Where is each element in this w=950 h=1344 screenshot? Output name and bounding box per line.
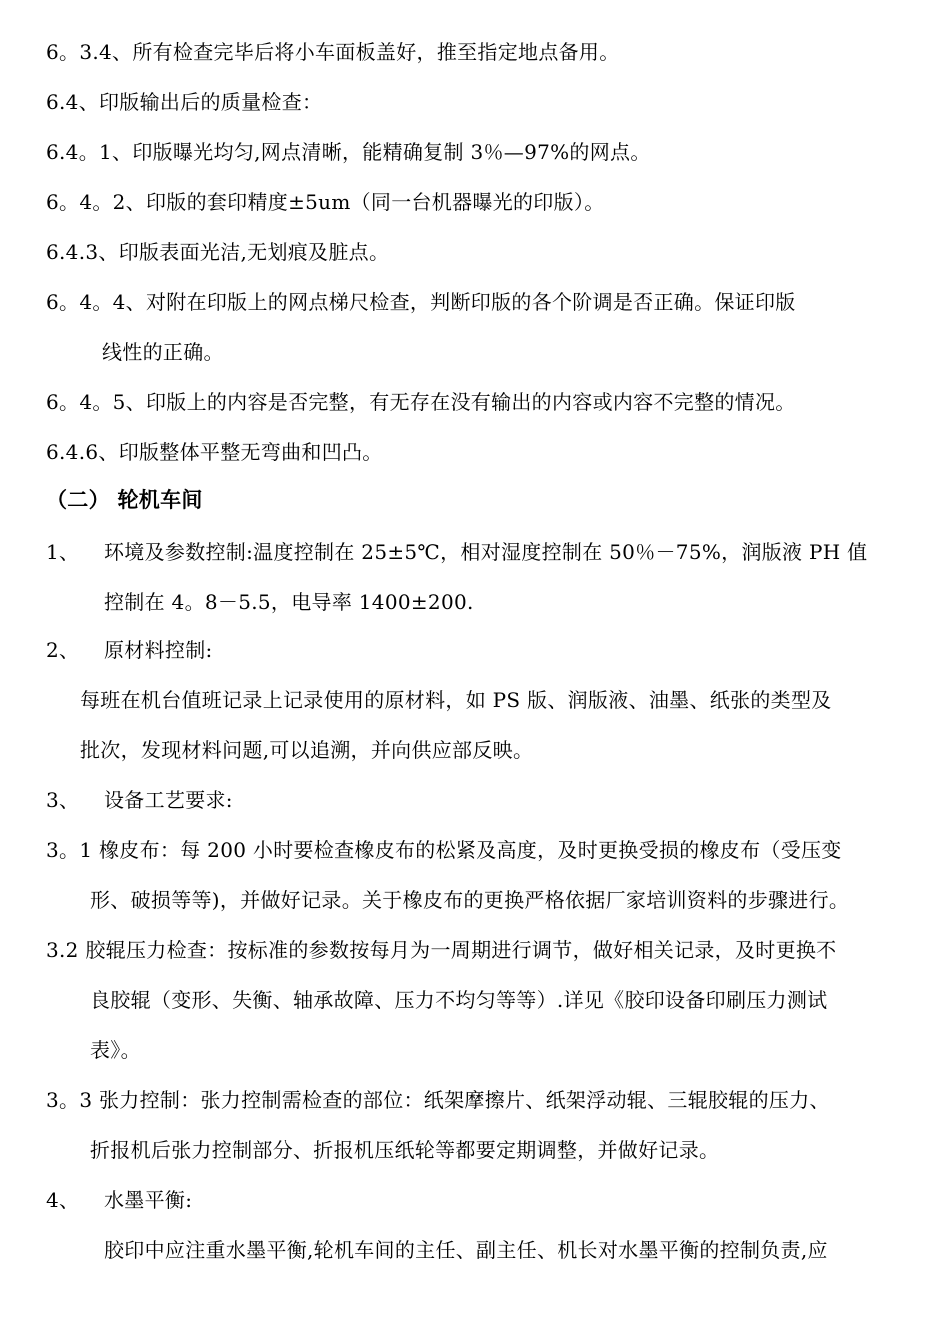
item-3-2-continued: 良胶辊（变形、失衡、轴承故障、压力不均匀等等）.详见《胶印设备印刷压力测试 bbox=[90, 988, 828, 1012]
paragraph-6-3-4: 6。3.4、所有检查完毕后将小车面板盖好，推至指定地点备用。 bbox=[46, 40, 620, 64]
paragraph-6-4-title: 6.4、印版输出后的质量检查： bbox=[46, 90, 323, 114]
item-2-material-control: 原材料控制: bbox=[104, 638, 213, 662]
item-3-3-continued: 折报机后张力控制部分、折报机压纸轮等都要定期调整，并做好记录。 bbox=[90, 1138, 720, 1162]
item-3-1-continued: 形、破损等等)，并做好记录。关于橡皮布的更换严格依据厂家培训资料的步骤进行。 bbox=[90, 888, 850, 912]
item-3-equipment-requirements: 设备工艺要求: bbox=[104, 788, 233, 812]
item-1-number: 1、 bbox=[46, 540, 80, 564]
paragraph-6-4-4: 6。4。4、对附在印版上的网点梯尺检查，判断印版的各个阶调是否正确。保证印版 bbox=[46, 290, 796, 314]
item-3-2-continued-2: 表》。 bbox=[90, 1038, 141, 1062]
item-1-continued: 控制在 4。8－5.5，电导率 1400±200. bbox=[104, 590, 474, 614]
item-2-body: 每班在机台值班记录上记录使用的原材料，如 PS 版、润版液、油墨、纸张的类型及 bbox=[80, 688, 832, 712]
item-3-1-blanket: 3。1 橡皮布：每 200 小时要检查橡皮布的松紧及高度，及时更换受损的橡皮布（受压变 bbox=[46, 838, 842, 862]
section-heading-rotary-workshop: （二） 轮机车间 bbox=[46, 488, 203, 512]
item-3-number: 3、 bbox=[46, 788, 80, 812]
paragraph-6-4-2: 6。4。2、印版的套印精度±5um（同一台机器曝光的印版）。 bbox=[46, 190, 605, 214]
paragraph-6-4-3: 6.4.3、印版表面光洁,无划痕及脏点。 bbox=[46, 240, 390, 264]
paragraph-6-4-4-continued: 线性的正确。 bbox=[102, 340, 224, 364]
item-4-number: 4、 bbox=[46, 1188, 80, 1212]
item-1-environment-control: 环境及参数控制:温度控制在 25±5℃，相对湿度控制在 50％－75%，润版液 PH 值 bbox=[104, 540, 868, 564]
paragraph-6-4-5: 6。4。5、印版上的内容是否完整，有无存在没有输出的内容或内容不完整的情况。 bbox=[46, 390, 796, 414]
item-4-ink-water-balance: 水墨平衡: bbox=[104, 1188, 193, 1212]
item-3-3-tension-control: 3。3 张力控制：张力控制需检查的部位：纸架摩擦片、纸架浮动辊、三辊胶辊的压力、 bbox=[46, 1088, 830, 1112]
item-4-body: 胶印中应注重水墨平衡,轮机车间的主任、副主任、机长对水墨平衡的控制负责,应 bbox=[104, 1238, 828, 1262]
paragraph-6-4-1: 6.4。1、印版曝光均匀,网点清晰，能精确复制 3％—97%的网点。 bbox=[46, 140, 651, 164]
item-2-body-continued: 批次，发现材料问题,可以追溯，并向供应部反映。 bbox=[80, 738, 534, 762]
item-3-2-roller-pressure: 3.2 胶辊压力检查：按标准的参数按每月为一周期进行调节，做好相关记录，及时更换不 bbox=[46, 938, 837, 962]
item-2-number: 2、 bbox=[46, 638, 80, 662]
paragraph-6-4-6: 6.4.6、印版整体平整无弯曲和凹凸。 bbox=[46, 440, 383, 464]
